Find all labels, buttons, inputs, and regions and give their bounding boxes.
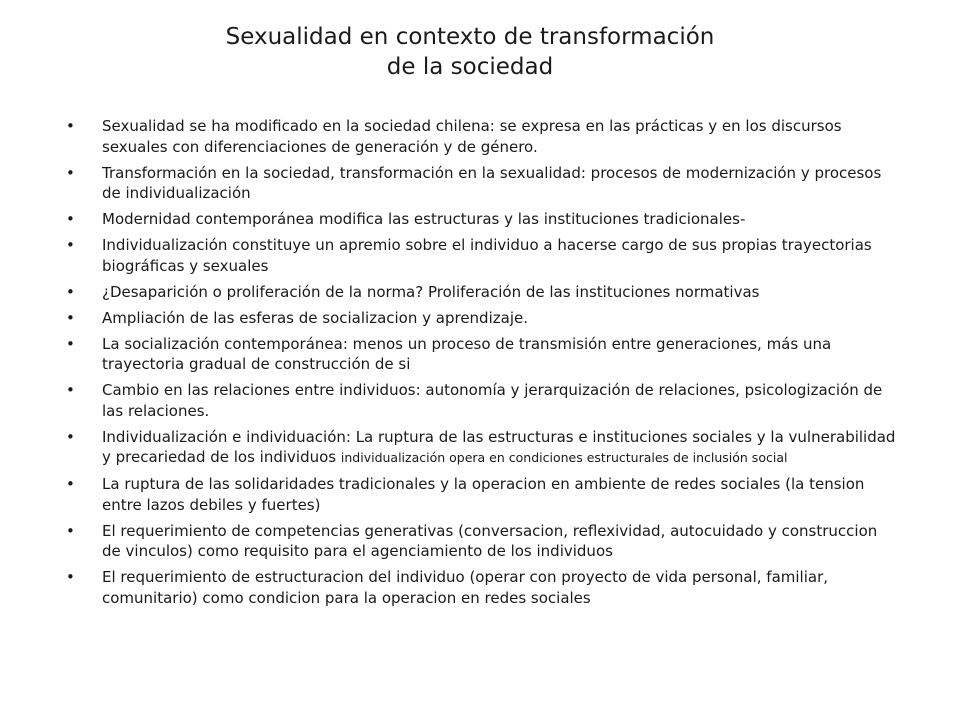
bullet-text: Transformación en la sociedad, transformación en la sexualidad: procesos de modernización y procesos de individualización: [102, 163, 882, 202]
bullet-item: [66, 235, 898, 276]
bullet-item: [66, 474, 898, 515]
bullet-item: [66, 334, 898, 375]
bullet-text: Sexualidad se ha modificado en la sociedad chilena: se expresa en las prácticas y en los discursos sexuales con diferenciaciones de generación y de género.: [102, 117, 842, 156]
bullet-text: La ruptura de las solidaridades tradicionales y la operacion en ambiente de redes sociales (la tension entre lazos debiles y fuertes): [102, 475, 865, 514]
slide-title: [150, 22, 790, 82]
bullet-item: [66, 116, 898, 157]
bullet-item: [66, 380, 898, 421]
bullet-text: La socialización contemporánea: menos un proceso de transmisión entre generaciones, más una trayectoria gradual de construcción de si: [102, 334, 832, 373]
bullet-item: [66, 163, 898, 204]
bullet-text: Ampliación de las esferas de socializacion y aprendizaje.: [102, 308, 528, 327]
bullet-text: Individualización constituye un apremio sobre el individuo a hacerse cargo de sus propias trayectorias biográficas y sexuales: [102, 236, 872, 275]
bullet-item: [66, 209, 898, 230]
title-line-2: de la sociedad: [386, 54, 554, 80]
bullet-list: [66, 116, 898, 614]
bullet-small-note: individualización opera en condiciones estructurales de inclusión social: [340, 450, 788, 465]
bullet-item: [66, 521, 898, 562]
bullet-text: Cambio en las relaciones entre individuos: autonomía y jerarquización de relaciones, psicologización de las relaciones.: [102, 381, 883, 420]
bullet-item: [66, 282, 898, 303]
bullet-item: [66, 308, 898, 329]
bullet-text: Modernidad contemporánea modifica las estructuras y las instituciones tradicionales-: [102, 210, 746, 228]
bullet-item: [66, 567, 898, 608]
title-line-1: Sexualidad en contexto de transformación: [225, 24, 715, 50]
bullet-text: El requerimiento de competencias generativas (conversacion, reflexividad, autocuidado y construccion de vinculos) como requisito para el agenciamiento de los individuos: [102, 521, 878, 560]
bullet-item: [66, 427, 898, 469]
bullet-text: El requerimiento de estructuracion del individuo (operar con proyecto de vida personal, familiar, comunitario) como condicion para la operacion en redes sociales: [102, 568, 829, 607]
bullet-text: Individualización e individuación: La ruptura de las estructuras e instituciones sociales y la vulnerabilidad y precariedad de los individuos: [102, 427, 896, 466]
bullet-text: ¿Desaparición o proliferación de la norma? Proliferación de las instituciones normativas: [102, 282, 760, 301]
